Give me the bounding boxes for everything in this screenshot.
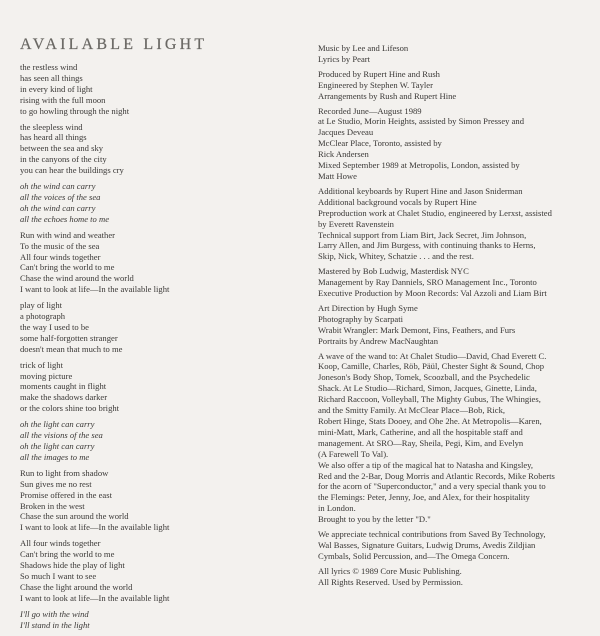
- lyric-line: Promise offered in the east: [20, 489, 112, 500]
- credits-line: McClear Place, Toronto, assisted by: [318, 138, 442, 149]
- lyric-line: So much I want to see: [20, 570, 97, 581]
- credits-line: We also offer a tip of the magical hat to Natasha and Kingsley,: [318, 459, 534, 470]
- lyric-line: All four winds together: [20, 538, 101, 549]
- lyric-stanza: [20, 468, 300, 533]
- credits-line: Music by Lee and Lifeson: [318, 43, 409, 53]
- credits-line: Mixed September 1989 at Metropolis, London, assisted by: [318, 160, 520, 171]
- credits-line: at Le Studio, Morin Heights, assisted by Simon Pressey and: [318, 116, 524, 127]
- credits-line: Produced by Rupert Hine and Rush: [318, 68, 440, 79]
- credits-line: Koop, Camille, Charles, Röb, Päül, Chester Sight & Sound, Chop: [318, 361, 545, 372]
- lyric-line: between the sea and sky: [20, 143, 104, 154]
- credits-line: Robert Hinge, Stats Dooey, and Ohe 2he. At Metropolis—Karen,: [318, 416, 542, 426]
- credits-line: Management by Ray Danniels, SRO Management Inc., Toronto: [318, 277, 537, 288]
- lyric-line: Run to light from shadow: [20, 467, 109, 478]
- lyric-line: Chase the light around the world: [20, 581, 133, 592]
- credits-line: the Flemings: Peter, Jenny, Joe, and Alex, for their hospitality: [318, 492, 530, 503]
- credits-line: All Rights Reserved. Used by Permission.: [318, 576, 463, 587]
- credits-line: Technical support from Liam Birt, Jack Secret, Jim Johnson,: [318, 229, 527, 240]
- credits-line: A wave of the wand to: At Chalet Studio—David, Chad Everett C.: [318, 350, 547, 361]
- lyric-line: oh the light can carry: [20, 441, 95, 451]
- lyric-line: Chase the wind around the world: [20, 273, 134, 284]
- credits-paragraph: [318, 566, 592, 588]
- lyric-line: all the voices of the sea: [20, 191, 101, 202]
- chorus-stanza: [20, 181, 300, 225]
- credits-line: management. At SRO—Ray, Sheila, Pegi, Kim, and Evelyn: [318, 437, 524, 448]
- credits-paragraph: [318, 266, 592, 299]
- lyric-line: oh the wind can carry: [20, 181, 96, 192]
- lyric-line: oh the light can carry: [20, 419, 95, 430]
- credits-paragraph: [318, 303, 592, 347]
- lyric-line: To the music of the sea: [20, 240, 100, 251]
- lyric-line: moments caught in flight: [20, 381, 107, 392]
- lyric-stanza: [20, 230, 300, 295]
- credits-line: Preproduction work at Chalet Studio, engineered by Lerxst, assisted: [318, 207, 552, 218]
- credits-line: Richard Raccoon, Volleyball, The Mighty Gubus, The Whingies,: [318, 394, 541, 405]
- credits-line: Wrabit Wrangler: Mark Demont, Fins, Feathers, and Furs: [318, 324, 516, 335]
- credits-line: Cymbals, Solid Percussion, and—The Omega Concern.: [318, 550, 510, 561]
- credits-line: All lyrics © 1989 Core Music Publishing.: [318, 565, 462, 576]
- credits-line: Jacques Deveau: [318, 127, 374, 138]
- lyric-line: to go howling through the night: [20, 105, 130, 116]
- chorus-stanza: [20, 419, 300, 463]
- lyric-line: rising with the full moon: [20, 94, 106, 105]
- credits-line: Lyrics by Peart: [318, 53, 371, 64]
- credits-line: and the Smitty Family. At McClear Place—Bob, Rick,: [318, 405, 506, 416]
- lyric-line: trick of light: [20, 359, 63, 370]
- credits-column: [318, 43, 592, 592]
- lyric-line: All four winds together: [20, 251, 101, 262]
- lyric-line: Chase the sun around the world: [20, 511, 129, 522]
- credits-line: Matt Howe: [318, 170, 357, 181]
- lyric-line: all the visions of the sea: [20, 430, 103, 441]
- lyric-stanza: [20, 62, 300, 117]
- credits-line: Rick Andersen: [318, 149, 369, 160]
- lyric-stanza: [20, 538, 300, 603]
- credits-line: Portraits by Andrew MacNaughtan: [318, 335, 439, 346]
- lyric-line: I'll stand in the light: [20, 619, 90, 630]
- credits-line: for the acorn of "Superconductor," and a very special thank you to: [318, 481, 546, 492]
- lyric-line: Sun gives me no rest: [20, 478, 92, 489]
- credits-line: Arrangements by Rush and Rupert Hine: [318, 90, 457, 101]
- lyric-line: the restless wind: [20, 62, 78, 72]
- credits-line: Larry Allen, and Jim Burgess, with continuing thanks to Herns,: [318, 240, 536, 251]
- credits-line: Recorded June—August 1989: [318, 105, 422, 116]
- lyric-line: has heard all things: [20, 132, 87, 143]
- lyric-line: some half-forgotten stranger: [20, 332, 118, 343]
- lyric-line: in every kind of light: [20, 83, 93, 94]
- credits-line: Photography by Scarpati: [318, 313, 403, 324]
- credits-line: Wal Basses, Signature Guitars, Ludwig Drums, Avedis Zildjian: [318, 539, 536, 550]
- lyric-line: all the echoes home to me: [20, 213, 110, 224]
- lyric-line: I want to look at life—In the available light: [20, 522, 170, 533]
- lyric-line: I want to look at life—In the available light: [20, 592, 170, 603]
- lyrics-column: [20, 62, 300, 636]
- credits-line: Joneson's Body Shop, Tomek, Scoozball, and the Psychedelic: [318, 372, 530, 383]
- lyric-stanza: [20, 360, 300, 415]
- lyric-line: in the canyons of the city: [20, 154, 107, 165]
- credits-line: Additional background vocals by Rupert Hine: [318, 196, 477, 207]
- lyric-stanza: [20, 122, 300, 177]
- credits-line: Engineered by Stephen W. Tayler: [318, 79, 433, 90]
- credits-line: by Everett Ravenstein: [318, 218, 394, 229]
- lyric-line: you can hear the buildings cry: [20, 165, 124, 176]
- lyric-line: oh the wind can carry: [20, 202, 96, 213]
- credits-line: in London.: [318, 503, 356, 514]
- credits-paragraph: [318, 351, 592, 526]
- lyric-line: moving picture: [20, 370, 73, 381]
- lyric-line: doesn't mean that much to me: [20, 343, 123, 354]
- lyric-line: or the colors shine too bright: [20, 403, 120, 414]
- credits-paragraph: [318, 186, 592, 262]
- credits-line: (A Farewell To Val).: [318, 448, 389, 459]
- credits-line: Brought to you by the letter "D.": [318, 514, 431, 525]
- credits-line: Art Direction by Hugh Syme: [318, 302, 418, 313]
- credits-line: Additional keyboards by Rupert Hine and Jason Sniderman: [318, 185, 523, 196]
- lyric-line: the sleepless wind: [20, 121, 83, 132]
- credits-line: Mastered by Bob Ludwig, Masterdisk NYC: [318, 266, 469, 277]
- credits-line: mini-Matt, Mark, Catherine, and all the hospitable staff and: [318, 426, 523, 437]
- credits-paragraph: [318, 43, 592, 65]
- lyric-line: Run with wind and weather: [20, 229, 115, 240]
- credits-paragraph: [318, 529, 592, 562]
- credits-line: Shack. At Le Studio—Richard, Simon, Jacques, Ginette, Linda,: [318, 383, 537, 394]
- lyric-line: I want to look at life—In the available light: [20, 284, 170, 295]
- lyric-line: Can't bring the world to me: [20, 549, 115, 560]
- lyric-line: a photograph: [20, 311, 66, 322]
- lyric-line: all the images to me: [20, 451, 90, 462]
- credits-line: Executive Production by Moon Records: Val Azzoli and Liam Birt: [318, 288, 547, 299]
- credits-line: We appreciate technical contributions from Saved By Technology,: [318, 529, 546, 540]
- lyric-line: has seen all things: [20, 72, 83, 83]
- lyric-line: I'll go with the wind: [20, 608, 89, 619]
- credits-paragraph: [318, 106, 592, 182]
- lyric-line: Shadows hide the play of light: [20, 560, 125, 571]
- credits-paragraph: [318, 69, 592, 102]
- lyric-line: play of light: [20, 300, 63, 311]
- lyric-line: Broken in the west: [20, 500, 85, 511]
- lyric-line: the way I used to be: [20, 321, 89, 332]
- lyric-stanza: [20, 300, 300, 355]
- lyric-line: make the shadows darker: [20, 392, 108, 403]
- credits-line: Red and the 2-Bar, Doug Morris and Atlantic Records, Mike Roberts: [318, 470, 555, 481]
- lyric-line: Can't bring the world to me: [20, 262, 115, 273]
- song-title: AVAILABLE LIGHT: [20, 36, 208, 53]
- chorus-stanza: [20, 609, 300, 631]
- credits-line: Skip, Nick, Whitey, Schatzie . . . and the rest.: [318, 251, 474, 262]
